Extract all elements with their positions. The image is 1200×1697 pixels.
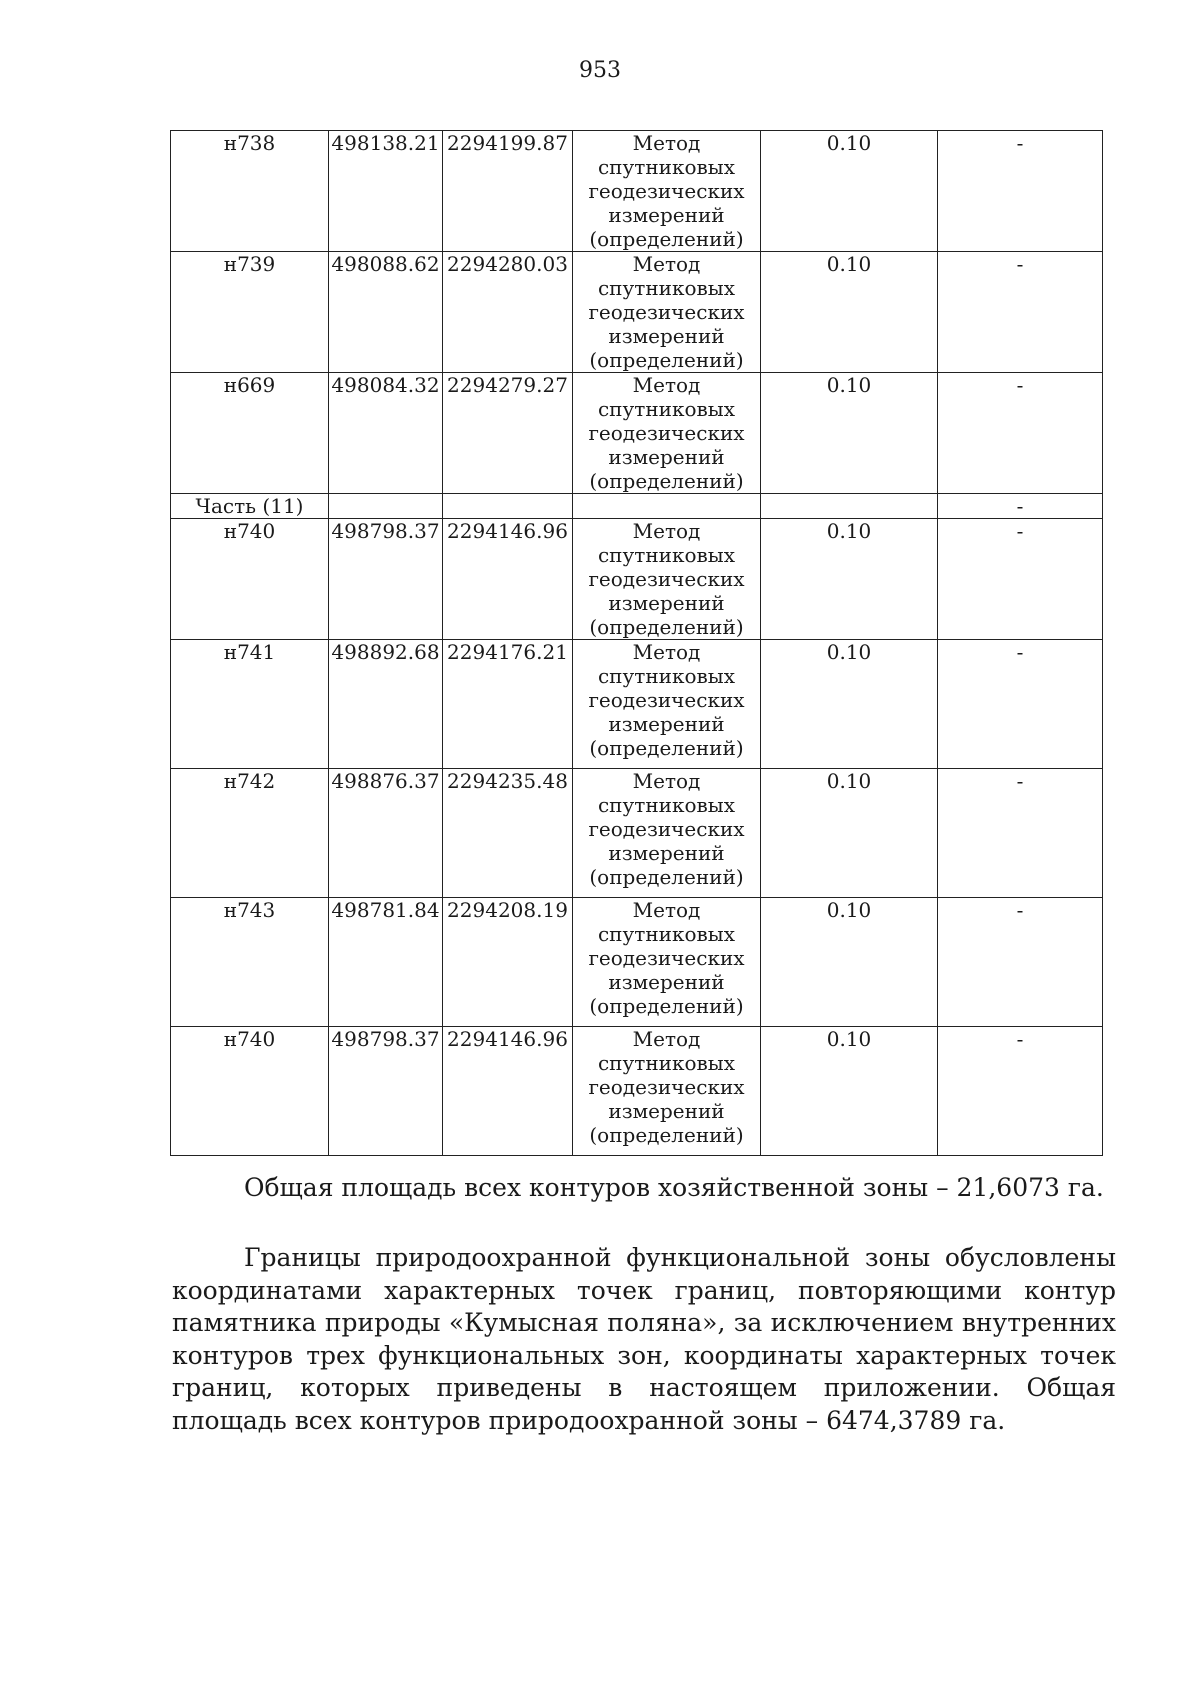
x-coord-cell: 498084.32 bbox=[329, 373, 443, 494]
table-row bbox=[171, 1027, 1103, 1156]
y-coord-cell: 2294279.27 bbox=[443, 373, 573, 494]
table-row bbox=[171, 519, 1103, 640]
x-coord-cell: 498088.62 bbox=[329, 252, 443, 373]
table-row bbox=[171, 640, 1103, 769]
coordinates-table bbox=[170, 130, 1103, 1156]
x-coord-cell: 498138.21 bbox=[329, 131, 443, 252]
accuracy-cell bbox=[761, 494, 938, 519]
y-coord-cell: 2294199.87 bbox=[443, 131, 573, 252]
y-coord-cell bbox=[443, 494, 573, 519]
y-coord-cell: 2294176.21 bbox=[443, 640, 573, 769]
note-cell: - bbox=[938, 131, 1103, 252]
table-body bbox=[171, 131, 1103, 1156]
note-cell: - bbox=[938, 769, 1103, 898]
point-id-cell: н740 bbox=[171, 519, 329, 640]
y-coord-cell: 2294146.96 bbox=[443, 1027, 573, 1156]
method-cell bbox=[573, 494, 761, 519]
method-cell: Метод спутниковых геодезических измерений (определений) bbox=[573, 373, 761, 494]
point-id-cell: н740 bbox=[171, 1027, 329, 1156]
method-cell: Метод спутниковых геодезических измерений (определений) bbox=[573, 252, 761, 373]
note-cell: - bbox=[938, 898, 1103, 1027]
accuracy-cell: 0.10 bbox=[761, 640, 938, 769]
point-id-cell: н739 bbox=[171, 252, 329, 373]
y-coord-cell: 2294235.48 bbox=[443, 769, 573, 898]
y-coord-cell: 2294146.96 bbox=[443, 519, 573, 640]
y-coord-cell: 2294208.19 bbox=[443, 898, 573, 1027]
summary-text: Общая площадь всех контуров хозяйственной зоны – 21,6073 га. bbox=[244, 1173, 1104, 1202]
table-row bbox=[171, 131, 1103, 252]
accuracy-cell: 0.10 bbox=[761, 373, 938, 494]
table-row bbox=[171, 898, 1103, 1027]
method-cell: Метод спутниковых геодезических измерений (определений) bbox=[573, 1027, 761, 1156]
page-number: 953 bbox=[579, 58, 621, 83]
x-coord-cell: 498781.84 bbox=[329, 898, 443, 1027]
method-cell: Метод спутниковых геодезических измерений (определений) bbox=[573, 769, 761, 898]
point-id-cell: н738 bbox=[171, 131, 329, 252]
point-id-cell: н741 bbox=[171, 640, 329, 769]
y-coord-cell: 2294280.03 bbox=[443, 252, 573, 373]
method-cell: Метод спутниковых геодезических измерений (определений) bbox=[573, 898, 761, 1027]
point-id-cell: Часть (11) bbox=[171, 494, 329, 519]
accuracy-cell: 0.10 bbox=[761, 769, 938, 898]
x-coord-cell bbox=[329, 494, 443, 519]
accuracy-cell: 0.10 bbox=[761, 519, 938, 640]
note-cell: - bbox=[938, 252, 1103, 373]
x-coord-cell: 498798.37 bbox=[329, 519, 443, 640]
point-id-cell: н669 bbox=[171, 373, 329, 494]
x-coord-cell: 498798.37 bbox=[329, 1027, 443, 1156]
method-cell: Метод спутниковых геодезических измерений (определений) bbox=[573, 640, 761, 769]
note-cell: - bbox=[938, 519, 1103, 640]
accuracy-cell: 0.10 bbox=[761, 1027, 938, 1156]
note-cell: - bbox=[938, 373, 1103, 494]
table-row bbox=[171, 769, 1103, 898]
point-id-cell: н743 bbox=[171, 898, 329, 1027]
note-cell: - bbox=[938, 640, 1103, 769]
x-coord-cell: 498892.68 bbox=[329, 640, 443, 769]
accuracy-cell: 0.10 bbox=[761, 252, 938, 373]
accuracy-cell: 0.10 bbox=[761, 898, 938, 1027]
point-id-cell: н742 bbox=[171, 769, 329, 898]
body-paragraph: Границы природоохранной функциональной зоны обусловлены координатами характерных точек границ, повторяющими контур памятника природы «Кумысная поляна», за исключением внутренних контуров трех функциональных зон, координаты характерных точек границ, которых приведены в настоящем приложении. Общая площадь всех контуров природоохранной зоны – 6474,3789 га. bbox=[172, 1243, 1116, 1435]
note-cell: - bbox=[938, 494, 1103, 519]
table-row bbox=[171, 373, 1103, 494]
part-header-row bbox=[171, 494, 1103, 519]
table-row bbox=[171, 252, 1103, 373]
method-cell: Метод спутниковых геодезических измерений (определений) bbox=[573, 131, 761, 252]
method-cell: Метод спутниковых геодезических измерений (определений) bbox=[573, 519, 761, 640]
x-coord-cell: 498876.37 bbox=[329, 769, 443, 898]
accuracy-cell: 0.10 bbox=[761, 131, 938, 252]
note-cell: - bbox=[938, 1027, 1103, 1156]
